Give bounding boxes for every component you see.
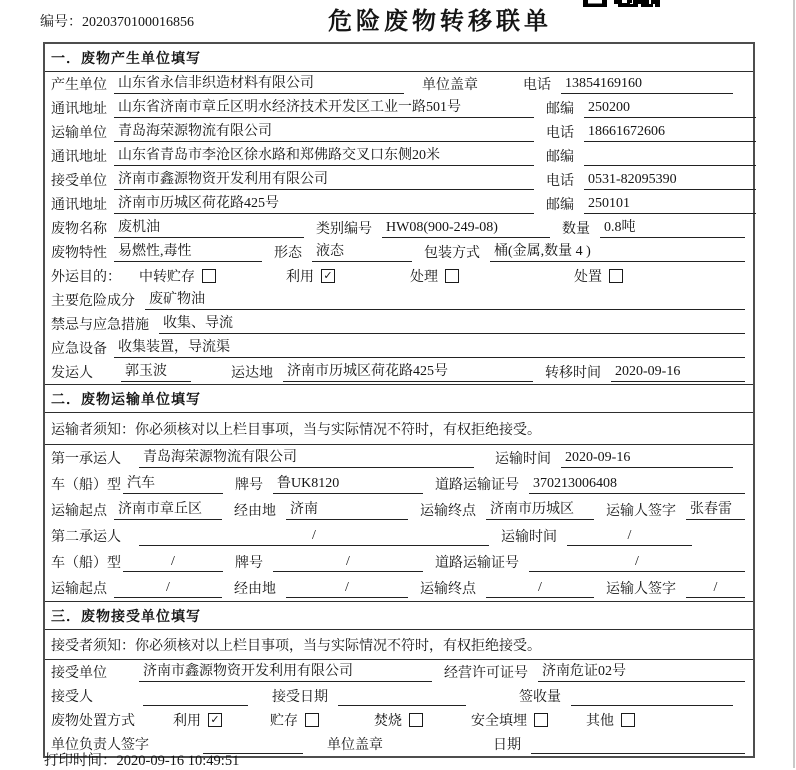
checkbox-disposal-utilize-label: 利用 [173,714,201,729]
packing-label: 包装方式 [424,246,480,261]
receiver-stamp-label: 单位盖章 [327,738,383,753]
checkbox-disposal-other-box [621,713,635,727]
checkbox-utilize-label: 利用 [286,270,314,285]
section-producer-title: 一．废物产生单位填写 [45,44,753,72]
produce-address-value: 山东省济南市章丘区明水经济技术开发区工业一路501号 [114,99,534,118]
road-permit1-value: 370213006408 [529,475,745,494]
taboo-label: 禁忌与应急措施 [51,318,149,333]
checkbox-disposal-landfill-box [534,713,548,727]
plate1-value: 鲁UK8120 [273,475,423,494]
vehicle2-label: 车（船）型 [51,556,121,571]
produce-zip-label: 邮编 [546,102,574,117]
row-shipper [45,360,753,384]
transport-unit-label: 运输单位 [51,126,107,141]
receive-zip-value: 250101 [584,195,756,214]
receive-unit-value: 济南市鑫源物资开发利用有限公司 [114,171,534,190]
row-transport-address [45,144,753,168]
vehicle1-value: 汽车 [123,475,223,494]
via1-value: 济南 [286,501,408,520]
row-produce-unit [45,72,753,96]
row-produce-address [45,96,753,120]
form-serial [40,11,194,31]
checkbox-disposal-other-label: 其他 [586,714,614,729]
road-permit2-label: 道路运输证号 [435,556,519,571]
section-producer [45,44,753,384]
receiver-date-label: 日期 [493,738,521,753]
receive-phone-value: 0531-82095390 [584,171,756,190]
dest-value: 济南市历城区荷花路425号 [283,363,533,382]
equipment-value: 收集装置，导流渠 [114,339,745,358]
receiver-label: 接受人 [51,690,93,705]
receive-phone-label: 电话 [546,174,574,189]
transfer-time-value: 2020-09-16 [611,363,745,382]
license-value: 济南危证02号 [538,663,745,682]
produce-phone-value: 13854169160 [561,75,733,94]
checkbox-disposal-storage-label: 贮存 [270,714,298,729]
row-vehicle1 [45,471,753,497]
hazard-value: 废矿物油 [145,291,745,310]
transport-address-value: 山东省青岛市李沧区徐水路和郑佛路交叉口东侧20米 [114,147,534,166]
waste-name-label: 废物名称 [51,222,107,237]
checkbox-disposal-utilize [173,710,222,730]
produce-unit-label: 产生单位 [51,78,107,93]
transport-time2-value: / [567,527,692,546]
category-value: HW08(900-249-08) [382,219,550,238]
row-carrier1 [45,445,753,471]
receiver-notice: 接受者须知：你必须核对以上栏目事项，当与实际情况不符时，有权拒绝接受。 [45,630,753,660]
page-right-edge [793,0,795,768]
sign1-label: 运输人签字 [606,504,676,519]
row-purpose [45,264,753,288]
checkbox-dispose-box [609,269,623,283]
checkbox-disposal-incinerate-label: 焚烧 [374,714,402,729]
packing-value: 桶(金属,数量 4 ) [490,243,745,262]
received-qty-label: 签收量 [519,690,561,705]
form-state-value: 液态 [312,243,412,262]
checkbox-treat-box [445,269,459,283]
carrier2-value: / [139,527,489,546]
form-state-label: 形态 [274,246,302,261]
transfer-time-label: 转移时间 [545,366,601,381]
vehicle2-value: / [123,553,223,572]
produce-zip-value: 250200 [584,99,756,118]
transport-address-label: 通讯地址 [51,150,107,165]
end1-value: 济南市历城区 [486,501,594,520]
produce-phone-label: 电话 [523,78,551,93]
row-waste-traits [45,240,753,264]
checkbox-disposal-landfill [471,710,548,730]
section-receiver-title: 三．废物接受单位填写 [45,601,753,630]
checkbox-transfer-storage [139,266,216,286]
receive-date-label: 接受日期 [272,690,328,705]
checkbox-transfer-storage-box [202,269,216,283]
receive-address-value: 济南市历城区荷花路425号 [114,195,534,214]
origin2-value: / [114,579,222,598]
received-qty-value [571,687,733,706]
row-receive-unit [45,168,753,192]
row-disposal [45,708,753,732]
section-transporter-title: 二．废物运输单位填写 [45,384,753,413]
checkbox-disposal-storage [270,710,319,730]
checkbox-transfer-storage-label: 中转贮存 [139,270,195,285]
row-receive-address [45,192,753,216]
qr-code-fragment-icon [583,0,660,7]
plate2-label: 牌号 [235,556,263,571]
transport-time1-value: 2020-09-16 [561,449,733,468]
origin1-value: 济南市章丘区 [114,501,222,520]
checkbox-utilize-box: ✓ [321,269,335,283]
checkbox-disposal-other [586,710,635,730]
print-time-label: 打印时间： [44,753,117,769]
receive-date-value [338,687,466,706]
section-transporter [45,384,753,601]
road-permit2-value: / [529,553,745,572]
shipper-label: 发运人 [51,366,93,381]
traits-value: 易燃性,毒性 [114,243,262,262]
receive-address-label: 通讯地址 [51,198,107,213]
section-receiver [45,601,753,756]
dest-label: 运达地 [231,366,273,381]
row-equipment [45,336,753,360]
receive-zip-label: 邮编 [546,198,574,213]
transport-zip-label: 邮编 [546,150,574,165]
license-label: 经营许可证号 [444,666,528,681]
checkbox-disposal-utilize-box: ✓ [208,713,222,727]
origin1-label: 运输起点 [51,504,107,519]
produce-address-label: 通讯地址 [51,102,107,117]
row-vehicle2 [45,549,753,575]
transport-phone-label: 电话 [546,126,574,141]
checkbox-disposal-landfill-label: 安全填埋 [471,714,527,729]
waste-name-value: 废机油 [114,219,304,238]
row-receiver-person [45,684,753,708]
purpose-label: 外运目的： [51,270,121,285]
checkbox-disposal-storage-box [305,713,319,727]
checkbox-utilize [286,266,335,286]
row-receive-unit2 [45,660,753,684]
via2-value: / [286,579,408,598]
receiver-date-value [531,735,745,754]
quantity-label: 数量 [562,222,590,237]
traits-label: 废物特性 [51,246,107,261]
checkbox-dispose [574,266,623,286]
checkbox-dispose-label: 处置 [574,270,602,285]
checkbox-disposal-incinerate-box [409,713,423,727]
shipper-value: 郭玉波 [121,363,191,382]
transporter-notice: 运输者须知：你必须核对以上栏目事项，当与实际情况不符时，有权拒绝接受。 [45,413,753,445]
taboo-value: 收集、导流 [159,315,745,334]
sign2-value: / [686,579,745,598]
end2-label: 运输终点 [420,582,476,597]
transport-phone-value: 18661672606 [584,123,756,142]
checkbox-treat [410,266,459,286]
print-time [44,749,239,770]
quantity-value: 0.8吨 [600,219,745,238]
receiver-unit-value: 济南市鑫源物资开发利用有限公司 [139,663,432,682]
origin2-label: 运输起点 [51,582,107,597]
manifest-form [43,42,755,758]
hazard-label: 主要危险成分 [51,294,135,309]
plate1-label: 牌号 [235,478,263,493]
sign2-label: 运输人签字 [606,582,676,597]
category-label: 类别编号 [316,222,372,237]
transport-time1-label: 运输时间 [495,452,551,467]
via1-label: 经由地 [234,504,276,519]
row-route1 [45,497,753,523]
receive-unit-label: 接受单位 [51,174,107,189]
end2-value: / [486,579,594,598]
vehicle1-label: 车（船）型 [51,478,121,493]
equipment-label: 应急设备 [51,342,107,357]
manager-sign-label: 单位负责人签字 [51,738,149,753]
produce-unit-value: 山东省永信非织造材料有限公司 [114,75,404,94]
checkbox-disposal-incinerate [374,710,423,730]
row-taboo [45,312,753,336]
row-route2 [45,575,753,601]
form-serial-label: 编号： [40,15,82,30]
row-transport-unit [45,120,753,144]
transport-time2-label: 运输时间 [501,530,557,545]
unit-stamp-label: 单位盖章 [422,78,478,93]
checkbox-treat-label: 处理 [410,270,438,285]
sign1-value: 张春雷 [686,501,745,520]
form-serial-value: 2020370100016856 [82,15,194,30]
transport-zip-value [584,147,756,166]
road-permit1-label: 道路运输证号 [435,478,519,493]
form-title: 危险废物转移联单 [328,8,552,35]
disposal-label: 废物处置方式 [51,714,135,729]
row-hazard [45,288,753,312]
carrier1-value: 青岛海荣源物流有限公司 [139,449,474,468]
print-time-value: 2020-09-16 10:49:51 [116,753,240,769]
row-waste-name [45,216,753,240]
transport-unit-value: 青岛海荣源物流有限公司 [114,123,534,142]
carrier1-label: 第一承运人 [51,452,121,467]
receiver-value [143,687,248,706]
carrier2-label: 第二承运人 [51,530,121,545]
via2-label: 经由地 [234,582,276,597]
end1-label: 运输终点 [420,504,476,519]
receiver-unit-label: 接受单位 [51,666,107,681]
row-carrier2 [45,523,753,549]
plate2-value: / [273,553,423,572]
